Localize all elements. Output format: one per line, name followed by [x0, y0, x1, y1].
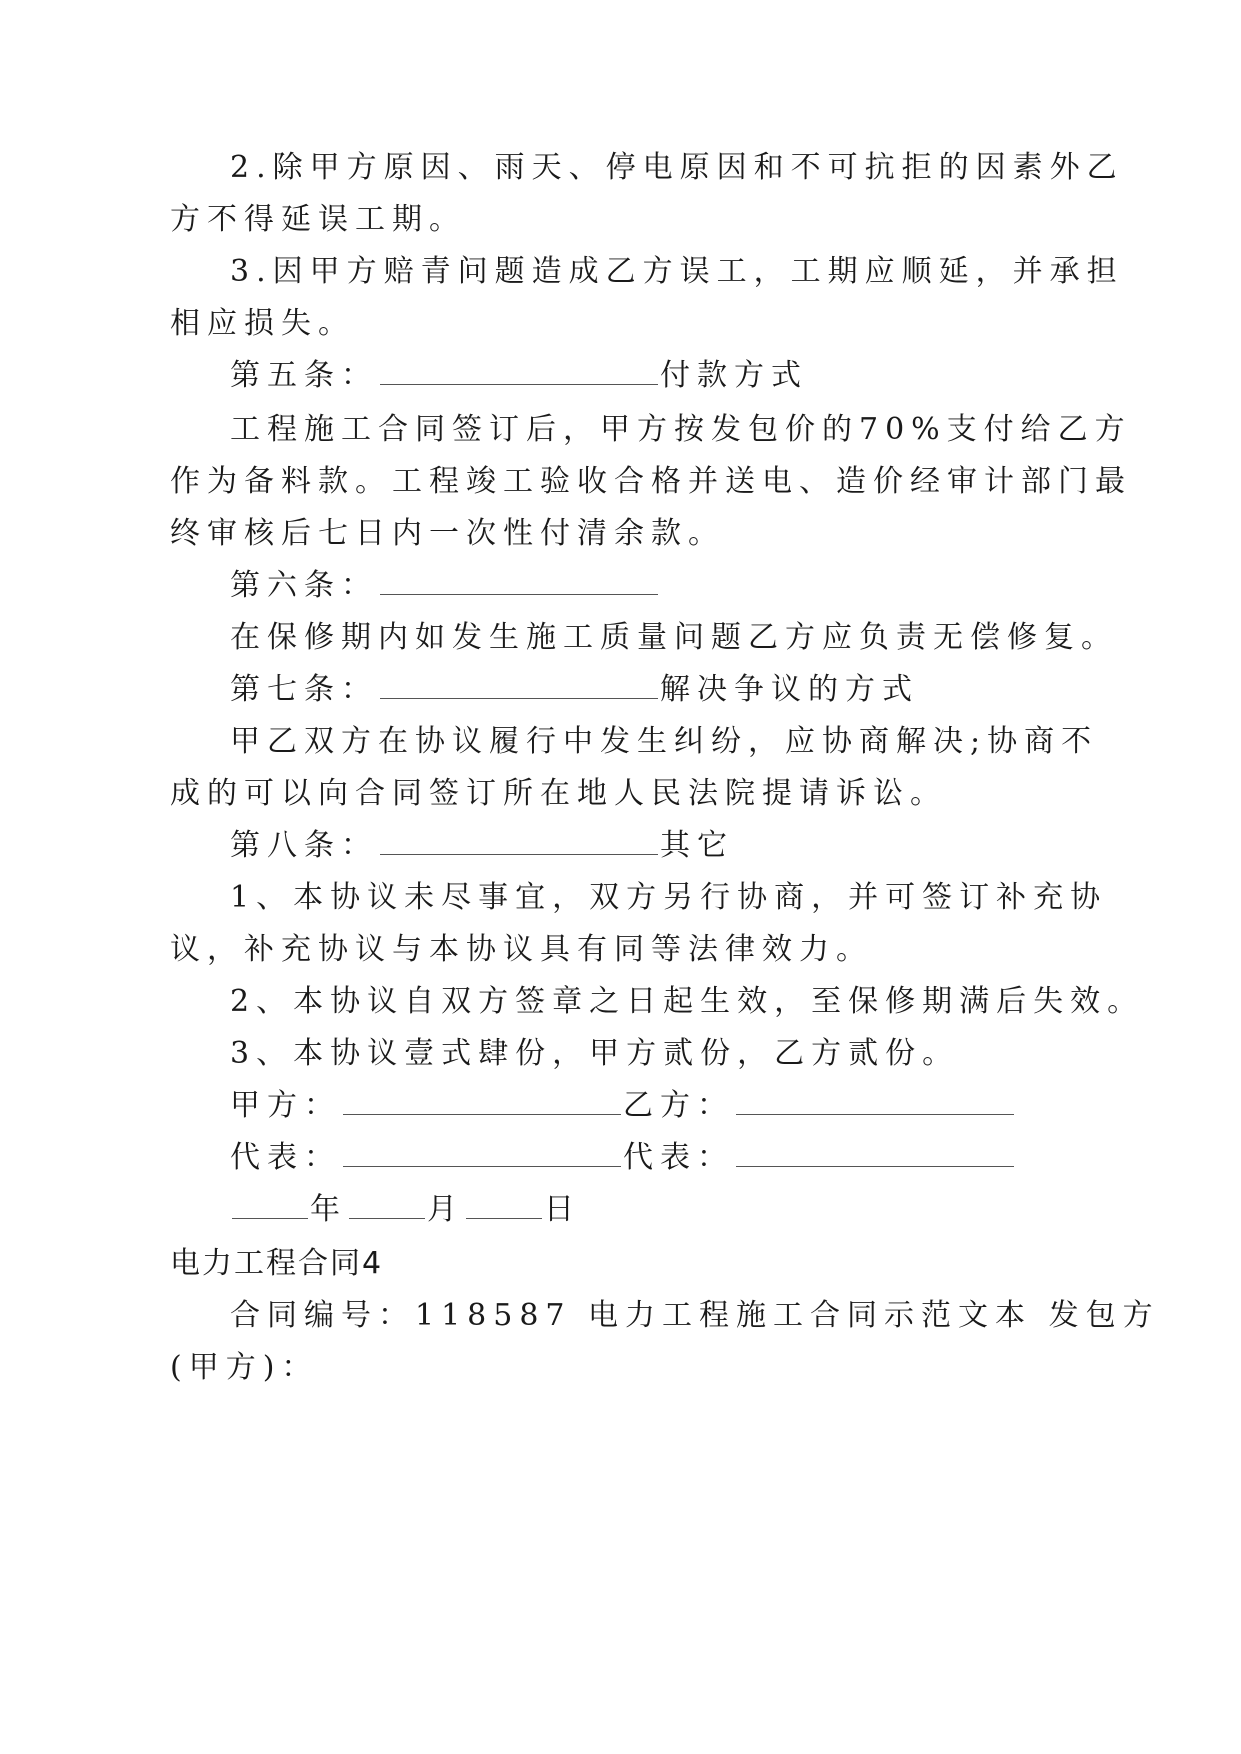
paragraph-line: 终审核后七日内一次性付清余款。	[170, 516, 725, 551]
paragraph-line: 1、本协议未尽事宜，双方另行协商，并可签订补充协	[230, 880, 1108, 915]
blank-field	[380, 826, 658, 855]
paragraph-line: 3、本协议壹式肆份，甲方贰份，乙方贰份。	[230, 1036, 960, 1071]
article-eight-line	[230, 826, 734, 866]
party-signature-line	[230, 1086, 1016, 1126]
article-six-line	[230, 566, 660, 606]
paragraph-line: 相应损失。	[170, 306, 355, 341]
article-label: 第七条：	[230, 672, 378, 707]
paragraph-line: 成的可以向合同签订所在地人民法院提请诉讼。	[170, 776, 947, 811]
paragraph-line: 甲乙双方在协议履行中发生纠纷，应协商解决;协商不	[230, 724, 1099, 759]
paragraph-line: 3.因甲方赔青问题造成乙方误工，工期应顺延，并承担	[230, 254, 1124, 289]
blank-field	[380, 670, 658, 699]
year-field	[232, 1190, 308, 1219]
paragraph-line: 工程施工合同签订后，甲方按发包价的70%支付给乙方	[230, 412, 1132, 447]
party-a-field	[343, 1086, 621, 1115]
day-field	[466, 1190, 542, 1219]
month-field	[349, 1190, 425, 1219]
representative-a-label: 代表：	[230, 1140, 341, 1175]
month-label: 月	[427, 1192, 464, 1227]
section-heading: 电力工程合同4	[170, 1246, 384, 1281]
article-seven-line	[230, 670, 919, 710]
representative-b-field	[736, 1138, 1014, 1167]
paragraph-line: (甲方)：	[170, 1350, 319, 1385]
date-line	[230, 1190, 581, 1230]
representative-a-field	[343, 1138, 621, 1167]
article-title: 其它	[660, 828, 734, 863]
article-title: 付款方式	[660, 358, 808, 393]
party-b-label: 乙方：	[623, 1088, 734, 1123]
article-five-line	[230, 356, 808, 396]
article-label: 第五条：	[230, 358, 378, 393]
paragraph-line: 方不得延误工期。	[170, 202, 466, 237]
blank-field	[380, 566, 658, 595]
representative-line	[230, 1138, 1016, 1178]
paragraph-line: 合同编号：118587 电力工程施工合同示范文本 发包方	[230, 1298, 1160, 1333]
paragraph-line: 议，补充协议与本协议具有同等法律效力。	[170, 932, 873, 967]
paragraph-line: 2、本协议自双方签章之日起生效，至保修期满后失效。	[230, 984, 1145, 1019]
article-label: 第八条：	[230, 828, 378, 863]
party-a-label: 甲方：	[230, 1088, 341, 1123]
paragraph-line: 作为备料款。工程竣工验收合格并送电、造价经审计部门最	[170, 464, 1132, 499]
party-b-field	[736, 1086, 1014, 1115]
article-label: 第六条：	[230, 568, 378, 603]
paragraph-line: 2.除甲方原因、雨天、停电原因和不可抗拒的因素外乙	[230, 150, 1124, 185]
blank-field	[380, 356, 658, 385]
paragraph-line: 在保修期内如发生施工质量问题乙方应负责无偿修复。	[230, 620, 1118, 655]
article-title: 解决争议的方式	[660, 672, 919, 707]
year-label: 年	[310, 1192, 347, 1227]
day-label: 日	[544, 1192, 581, 1227]
representative-b-label: 代表：	[623, 1140, 734, 1175]
